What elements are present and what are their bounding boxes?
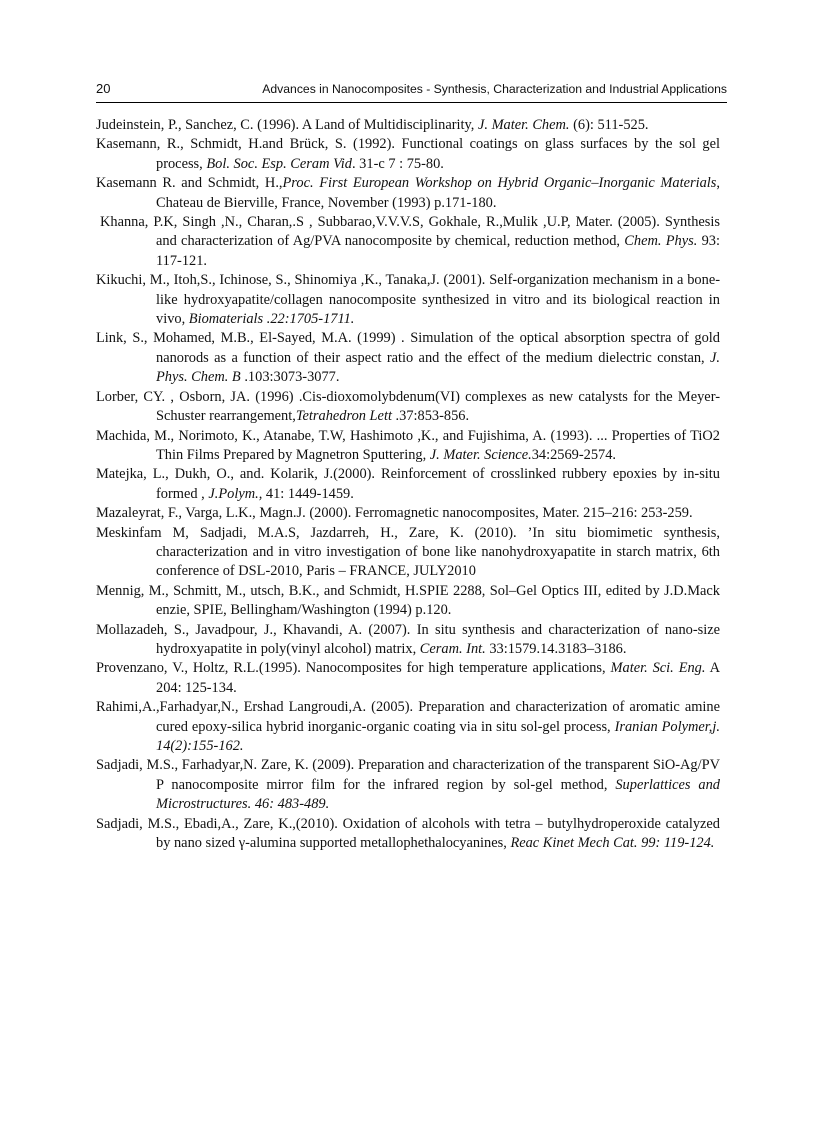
- reference-item: Kasemann R. and Schmidt, H.,Proc. First European Workshop on Hybrid Organic–Inorganic Materials, Chateau de Bierville, France, November (1993) p.171-180.: [96, 175, 720, 211]
- reference-item: Sadjadi, M.S., Ebadi,A., Zare, K.,(2010). Oxidation of alcohols with tetra – butylhydroperoxide catalyzed by nano sized γ-alumina supported metallophethalocyanines, Reac Kinet Mech Cat. 99: 119-124.: [96, 815, 720, 852]
- reference-item: Judeinstein, P., Sanchez, C. (1996). A Land of Multidisciplinarity, J. Mater. Chem. (6): 511-525.: [96, 117, 649, 133]
- reference-item: Link, S., Mohamed, M.B., El-Sayed, M.A. (1999) . Simulation of the optical absorption spectra of gold nanorods as a function of their aspect ratio and the effect of the medium dielectric constan, J. Phys. Chem. B .103:3073-3077.: [96, 330, 720, 386]
- reference-list: [96, 116, 720, 853]
- reference-item: Rahimi,A.,Farhadyar,N., Ershad Langroudi,A. (2005). Preparation and characterization of aromatic amine cured epoxy-silica hybrid inorganic-organic coating via in situ sol-gel process, Iranian Polymer,j. 14(2):155-162.: [96, 699, 720, 754]
- reference-item: Matejka, L., Dukh, O., and. Kolarik, J.(2000). Reinforcement of crosslinked rubbery epoxies by in-situ formed , J.Polym., 41: 1449-1459.: [96, 466, 720, 502]
- reference-item: Machida, M., Norimoto, K., Atanabe, T.W, Hashimoto ,K., and Fujishima, A. (1993). ... Properties of TiO2 Thin Films Prepared by Magnetron Sputtering, J. Mater. Science.34:2569-2574.: [96, 427, 720, 463]
- reference-item: Meskinfam M, Sadjadi, M.A.S, Jazdarreh, H., Zare, K. (2010). ’In situ biomimetic synthesis, characterization and in vitro investigation of bone like nanohydroxyapatite in starch matrix, 6th conference of DSL-2010, Paris – FRANCE, JULY2010: [96, 524, 720, 580]
- reference-item: Sadjadi, M.S., Farhadyar,N. Zare, K. (2009). Preparation and characterization of the transparent SiO-Ag/PV P nanocomposite mirror film for the infrared region by sol-gel method, Superlattices and Microstructures. 46: 483-489.: [96, 757, 720, 813]
- reference-item: Kikuchi, M., Itoh,S., Ichinose, S., Shinomiya ,K., Tanaka,J. (2001). Self-organization mechanism in a bone-like hydroxyapatite/collagen nanocomposite synthesized in vitro and its biological reaction in vivo, Biomaterials .22:1705-1711.: [96, 272, 720, 328]
- page-number: 20: [96, 81, 111, 96]
- reference-item: Kasemann, R., Schmidt, H.and Brück, S. (1992). Functional coatings on glass surfaces by the sol gel process, Bol. Soc. Esp. Ceram Vid. 31-c 7 : 75-80.: [96, 136, 720, 172]
- reference-item: Mennig, M., Schmitt, M., utsch, B.K., and Schmidt, H.SPIE 2288, Sol–Gel Optics III, edited by J.D.Mack enzie, SPIE, Bellingham/Washington (1994) p.120.: [96, 582, 720, 619]
- reference-item: Provenzano, V., Holtz, R.L.(1995). Nanocomposites for high temperature applications, Mater. Sci. Eng. A 204: 125-134.: [96, 660, 720, 696]
- running-title: Advances in Nanocomposites - Synthesis, Characterization and Industrial Applications: [262, 82, 727, 96]
- reference-item: Khanna, P.K, Singh ,N., Charan,.S , Subbarao,V.V.V.S, Gokhale, R.,Mulik ,U.P, Mater. (2005). Synthesis and characterization of Ag/PVA nanocomposite by chemical, reduction method, Chem. Phys. 93: 117-121.: [100, 214, 720, 269]
- reference-item: Mollazadeh, S., Javadpour, J., Khavandi, A. (2007). In situ synthesis and characterization of nano-size hydroxyapatite in poly(vinyl alcohol) matrix, Ceram. Int. 33:1579.14.3183–3186.: [96, 621, 720, 657]
- page-header: [96, 80, 727, 103]
- reference-item: Lorber, CY. , Osborn, JA. (1996) .Cis-dioxomolybdenum(VI) complexes as new catalysts for the Meyer-Schuster rearrangement,Tetrahedron Lett .37:853-856.: [96, 388, 720, 425]
- reference-item: Mazaleyrat, F., Varga, L.K., Magn.J. (2000). Ferromagnetic nanocomposites, Mater. 215–216: 253-259.: [96, 505, 693, 522]
